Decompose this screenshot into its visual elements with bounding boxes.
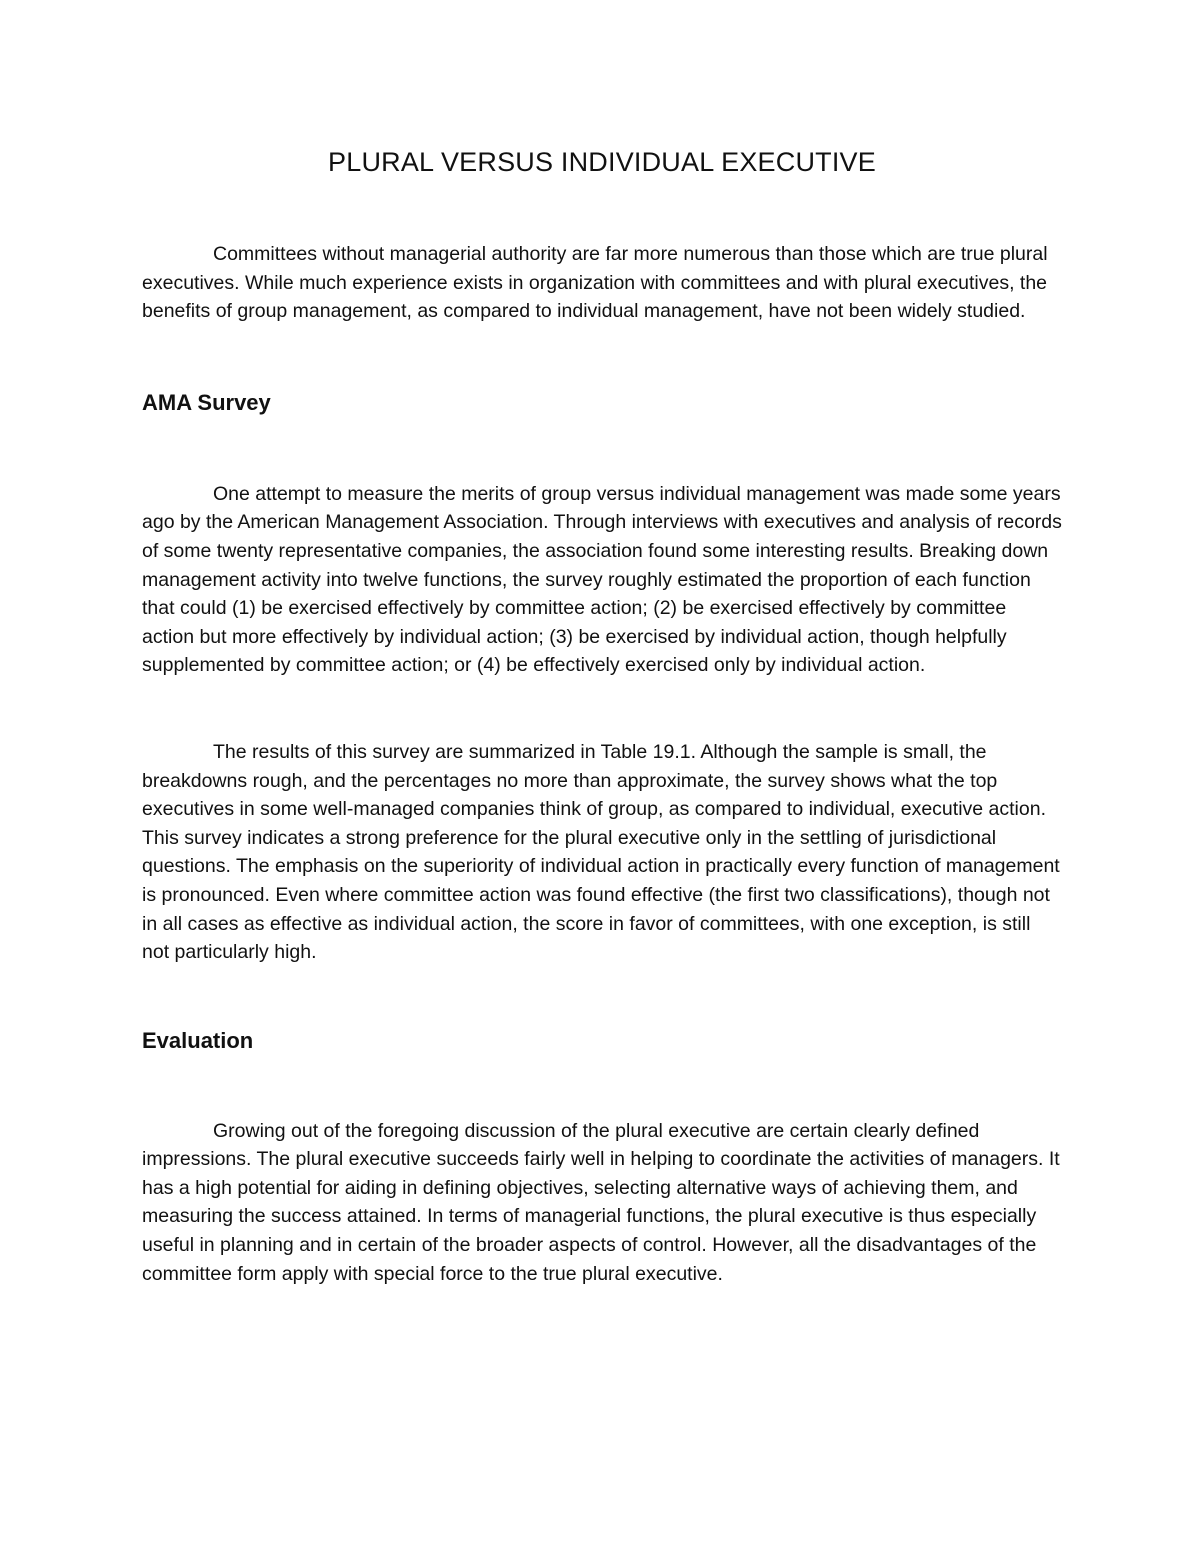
page-title: PLURAL VERSUS INDIVIDUAL EXECUTIVE: [328, 147, 876, 177]
ama-survey-paragraph-2: The results of this survey are summarized in Table 19.1. Although the sample is small, the breakdowns rough, and the percentages no more than approximate, the survey shows what the top executives in some well-managed companies think of group, as compared to individual, executive action. This survey indicates a strong preference for the plural executive only in the settling of jurisdictional questions. The emphasis on the superiority of individual action in practically every function of management is pronounced. Even where committee action was found effective (the first two classifications), though not in all cases as effective as individual action, the score in favor of committees, with one exception, is still not particularly high.: [142, 740, 1060, 964]
section-heading-evaluation: Evaluation: [142, 1027, 254, 1053]
section-heading-ama-survey: AMA Survey: [142, 389, 271, 415]
document-body: [142, 144, 1062, 1288]
intro-paragraph: Committees without managerial authority are far more numerous than those which are true plural executives. While much experience exists in organization with committees and with plural executives, the benefits of group management, as compared to individual management, have not been widely studied.: [142, 243, 1048, 323]
evaluation-paragraph: Growing out of the foregoing discussion of the plural executive are certain clearly defined impressions. The plural executive succeeds fairly well in helping to coordinate the activities of managers. It has a high potential for aiding in defining objectives, selecting alternative ways of achieving them, and measuring the success attained. In terms of managerial functions, the plural executive is thus especially useful in planning and in certain of the broader aspects of control. However, all the disadvantages of the committee form apply with special force to the true plural executive.: [142, 1119, 1060, 1285]
ama-survey-paragraph-1: One attempt to measure the merits of group versus individual management was made some years ago by the American Management Association. Through interviews with executives and analysis of records of some twenty representative companies, the association found some interesting results. Breaking down management activity into twelve functions, the survey roughly estimated the proportion of each function that could (1) be exercised effectively by committee action; (2) be exercised effectively by committee action but more effectively by individual action; (3) be exercised by individual action, though helpfully supplemented by committee action; or (4) be effectively exercised only by individual action.: [142, 482, 1062, 677]
